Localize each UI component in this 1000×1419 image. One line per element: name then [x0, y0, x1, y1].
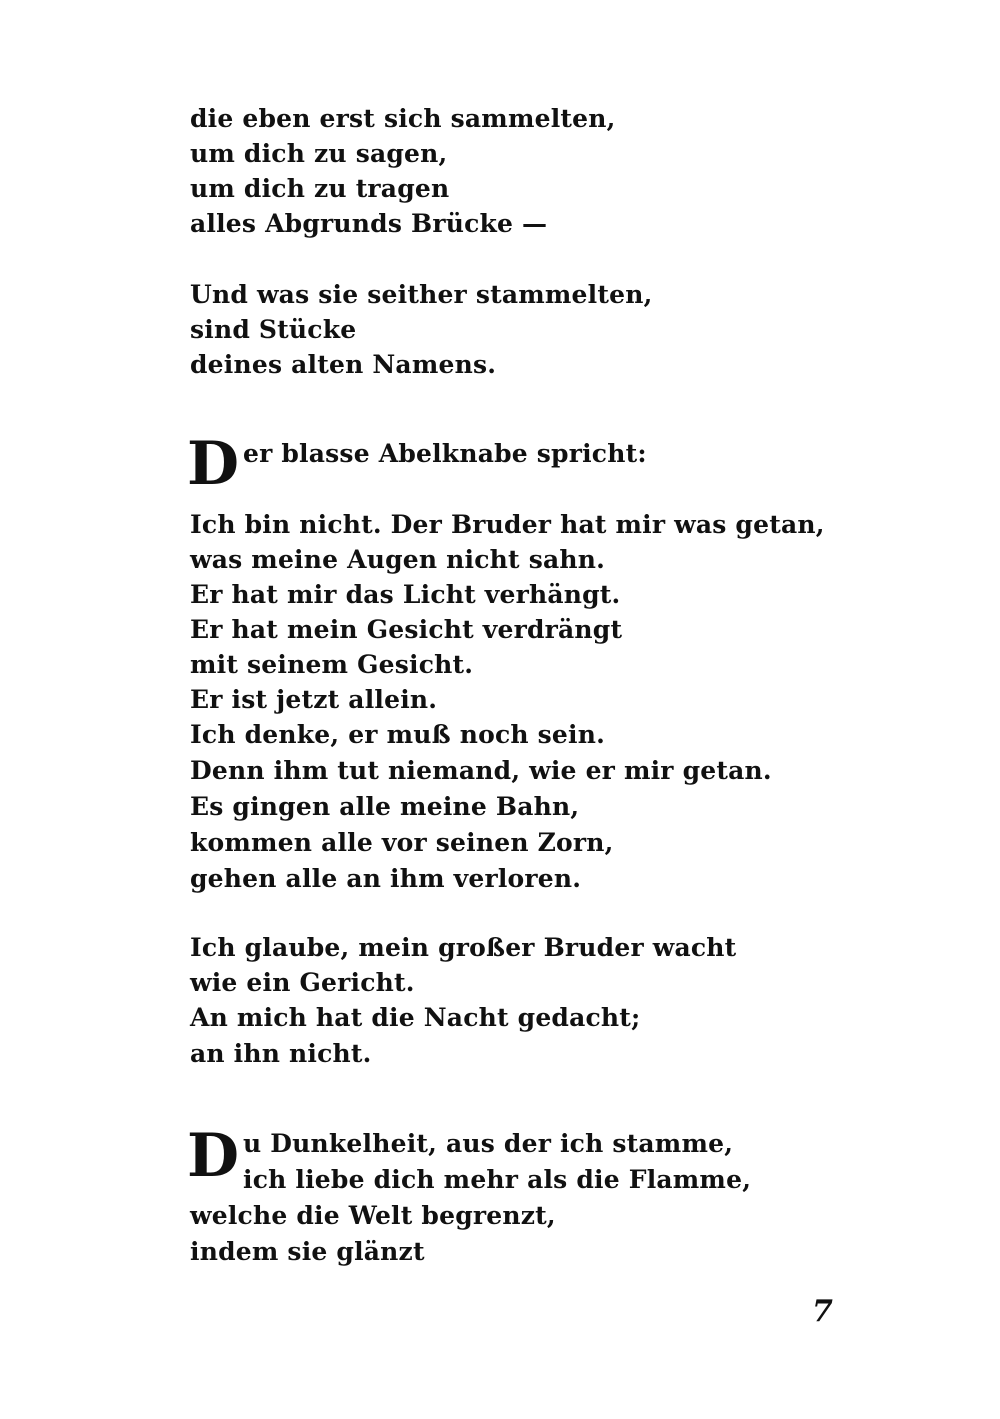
poem-line: Es gingen alle meine Bahn, [190, 792, 580, 821]
poem-line: um dich zu tragen [190, 174, 450, 203]
poem-line: deines alten Namens. [190, 350, 497, 379]
poem-line: Ich bin nicht. Der Bruder hat mir was getan, [190, 510, 825, 539]
poem-line: um dich zu sagen, [190, 139, 448, 168]
drop-cap: D [187, 1121, 240, 1191]
poem-line: Er hat mir das Licht verhängt. [190, 580, 621, 609]
page-number: 7 [812, 1294, 833, 1329]
poem-line: alles Abgrunds Brücke — [190, 209, 548, 238]
poem-line: was meine Augen nicht sahn. [190, 545, 606, 574]
poem-line: welche die Welt begrenzt, [190, 1201, 556, 1230]
poem-line: u Dunkelheit, aus der ich stamme, [243, 1129, 734, 1158]
poem-line: Denn ihm tut niemand, wie er mir getan. [190, 756, 772, 785]
poem-line: ich liebe dich mehr als die Flamme, [243, 1165, 752, 1194]
poem-line: Er ist jetzt allein. [190, 685, 438, 714]
poem-line: die eben erst sich sammelten, [190, 104, 616, 133]
poem-line: er blasse Abelknabe spricht: [243, 439, 647, 468]
poem-line: wie ein Gericht. [190, 968, 415, 997]
poem-line: Ich glaube, mein großer Bruder wacht [190, 933, 737, 962]
poem-line: Und was sie seither stammelten, [190, 280, 653, 309]
poem-line: an ihn nicht. [190, 1039, 372, 1068]
poem-line: sind Stücke [190, 315, 357, 344]
drop-cap: D [187, 429, 240, 499]
poem-line: gehen alle an ihm verloren. [190, 864, 582, 893]
poem-line: indem sie glänzt [190, 1237, 425, 1266]
poem-line: An mich hat die Nacht gedacht; [190, 1003, 641, 1032]
poem-line: Ich denke, er muß noch sein. [190, 720, 606, 749]
poem-line: kommen alle vor seinen Zorn, [190, 828, 614, 857]
poem-line: mit seinem Gesicht. [190, 650, 474, 679]
poem-line: Er hat mein Gesicht verdrängt [190, 615, 623, 644]
